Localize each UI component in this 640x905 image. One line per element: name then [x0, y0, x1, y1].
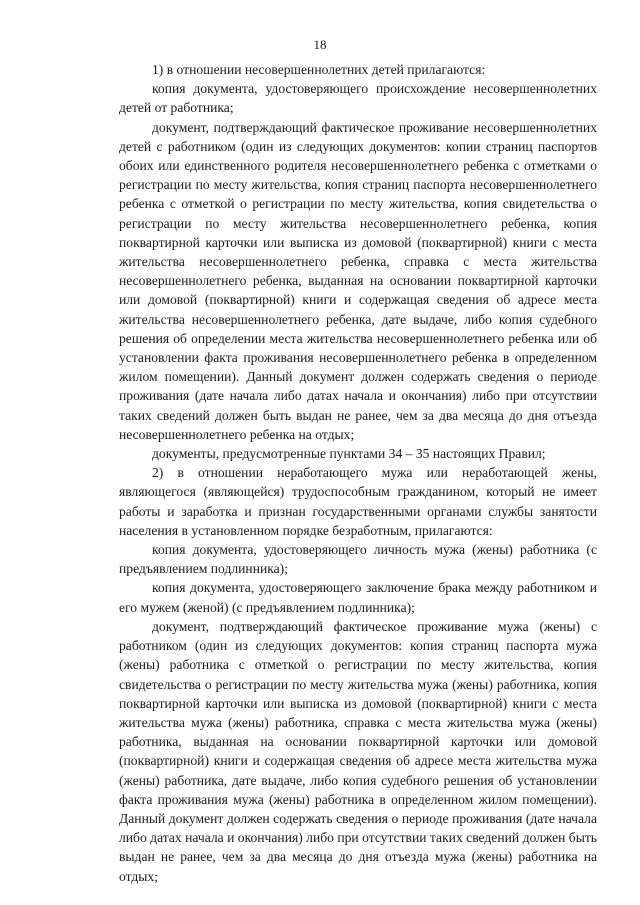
paragraph-spouse-identity-copy: копия документа, удостоверяющего личность мужа (жены) работника (с предъявлением подлинника);: [119, 542, 597, 577]
paragraph-item-1-minors: 1) в отношении несовершеннолетних детей прилагаются:: [152, 62, 486, 77]
page-number: 18: [313, 37, 327, 52]
paragraph-children-residence-proof: документ, подтверждающий фактическое проживание несовершеннолетних детей с работником (один из следующих документов: копии страниц паспортов обоих или единственного родителя несовершеннолетнего ребенка с отметками о регистрации по месту жительства, копия страниц паспорта несовершеннолетнего ребенка с отметкой о регистрации по месту жительства, копия свидетельства о регистрации по месту жительства несовершеннолетнего ребенка, копия поквартирной карточки или выписка из домовой (поквартирной) книги с места жительства несовершеннолетнего ребенка, справка с места жительства несовершеннолетнего ребенка, выданная на основании поквартирной карточки или домовой (поквартирной) книги и содержащая сведения об адресе места жительства несовершеннолетнего ребенка, дате выдаче, либо копия судебного решения об определении места жительства несовершеннолетнего ребенка или об установлении факта проживания несовершеннолетнего ребенка в определенном жилом помещении). Данный документ должен содержать сведения о периоде проживания (дате начала либо датах начала и окончания) либо при отсутствии таких сведений должен быть выдан не ранее, чем за два месяца до дня отъезда несовершеннолетнего ребенка на отдых;: [119, 119, 597, 442]
paragraph-item-2-spouse: 2) в отношении неработающего мужа или неработающей жены, являющегося (являющейся) трудоспособным гражданином, который не имеет работы и заработка и признан государственными органами службы занятости населения в установленном порядке безработным, прилагаются:: [119, 465, 597, 538]
paragraph-spouse-residence-proof: документ, подтверждающий фактическое проживание мужа (жены) с работником (один из следующих документов: копия страниц паспорта мужа (жены) работника с отметкой о регистрации по месту жительства, копия свидетельства о регистрации по месту жительства мужа (жены) работника, копия поквартирной карточки или выписка из домовой (поквартирной) книги с места жительства мужа (жены) работника, справка с места жительства мужа (жены) работника, выданная на основании поквартирной карточки или домовой (поквартирной) книги и содержащая сведения об адресе места жительства мужа (жены) работника, дате выдаче, либо копия судебного решения об установлении факта проживания мужа (жены) работника в определенном жилом помещении). Данный документ должен содержать сведения о периоде проживания (дате начала либо датах начала и окончания) либо при отсутствии таких сведений должен быть выдан не ранее, чем за два месяца до дня отъезда мужа (жены) работника на отдых;: [119, 618, 597, 884]
paragraph-marriage-certificate-copy: копия документа, удостоверяющего заключение брака между работником и его мужем (женой) (с предъявлением подлинника);: [119, 580, 597, 615]
paragraph-rules-documents: документы, предусмотренные пунктами 34 – 35 настоящих Правил;: [152, 446, 546, 462]
document-body: [119, 60, 597, 886]
paragraph-origin-document: копия документа, удостоверяющего происхождение несовершеннолетних детей от работника;: [119, 81, 597, 116]
